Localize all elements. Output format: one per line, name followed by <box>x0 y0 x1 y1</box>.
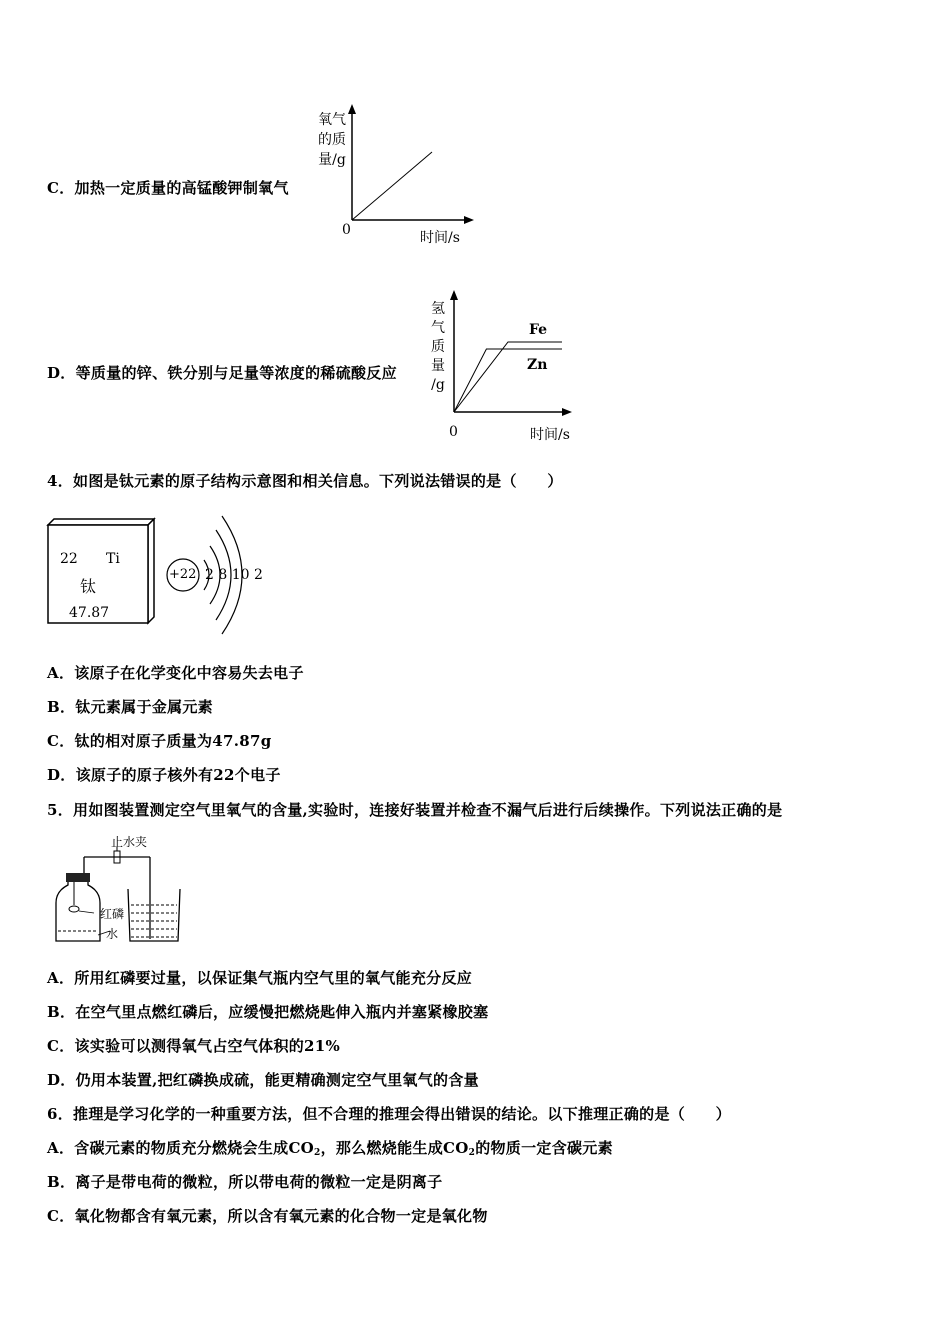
chart-c-ylabel: 氧气 的质 量/g <box>318 112 346 168</box>
electron-shells: 2 8 10 2 <box>205 567 263 583</box>
label-water: 水 <box>106 927 119 941</box>
chart-d-ylabel: 氢 气 质 量 /g <box>431 301 445 393</box>
chart-c-y-arrow <box>348 104 356 114</box>
q5-option-d: D．仍用本装置,把红磷换成硫，能更精确测定空气里氧气的含量 <box>47 1071 479 1089</box>
label-clamp: 止水夹 <box>111 835 148 849</box>
chart-d-origin: 0 <box>449 424 458 440</box>
chart-c-series-line <box>352 152 432 220</box>
nucleus-charge: +22 <box>169 567 197 582</box>
chart-c-origin: 0 <box>342 222 351 238</box>
q4-option-c: C．钛的相对原子质量为47.87g <box>47 732 272 750</box>
chart-d-y-arrow <box>450 290 458 300</box>
q4-option-a: A．该原子在化学变化中容易失去电子 <box>47 664 304 682</box>
q5-option-a: A．所用红磷要过量，以保证集气瓶内空气里的氧气能充分反应 <box>47 969 473 987</box>
chart-c-xlabel: 时间/s <box>420 230 460 246</box>
element-mass: 47.87 <box>69 605 110 621</box>
element-name: 钛 <box>80 577 97 596</box>
element-number: 22 <box>60 551 78 567</box>
beaker <box>128 889 180 941</box>
q4-stem: 4．如图是钛元素的原子结构示意图和相关信息。下列说法错误的是（ ） <box>47 472 563 490</box>
element-symbol: Ti <box>106 551 120 567</box>
apparatus-drawing <box>50 833 190 948</box>
q5-stem: 5．用如图装置测定空气里氧气的含量,实验时，连接好装置并检查不漏气后进行后续操作。下列说法正确的是 <box>47 801 783 819</box>
label-phosphorus: 红磷 <box>100 907 125 921</box>
q4-option-d: D．该原子的原子核外有22个电子 <box>47 766 281 784</box>
chart-d-fe-label: Fe <box>529 322 548 338</box>
combustion-spoon <box>69 906 79 912</box>
chart-d-zn-label: Zn <box>527 357 548 373</box>
chart-c-x-arrow <box>464 216 474 224</box>
chart-d-x-arrow <box>562 408 572 416</box>
q6-stem: 6．推理是学习化学的一种重要方法，但不合理的推理会得出错误的结论。以下推理正确的是（ ） <box>47 1105 731 1123</box>
chart-d-plot <box>448 286 578 416</box>
option-d-text: D．等质量的锌、铁分别与足量等浓度的稀硫酸反应 <box>47 364 397 382</box>
chart-d-series-fe <box>454 342 562 412</box>
option-c-text: C．加热一定质量的高锰酸钾制氧气 <box>47 179 289 197</box>
chart-d-xlabel: 时间/s <box>530 427 570 443</box>
stopper <box>66 873 90 882</box>
q4-option-b: B．钛元素属于金属元素 <box>47 698 213 716</box>
q5-option-b: B．在空气里点燃红磷后，应缓慢把燃烧匙伸入瓶内并塞紧橡胶塞 <box>47 1003 489 1021</box>
q6-option-b: B．离子是带电荷的微粒，所以带电荷的微粒一定是阴离子 <box>47 1173 443 1191</box>
q6-option-a: A．含碳元素的物质充分燃烧会生成$CO_2$，那么燃烧能生成$CO_2$的物质一定含碳元素 <box>47 1139 613 1158</box>
chart-c-plot <box>340 100 480 230</box>
q6-option-c: C．氧化物都含有氧元素，所以含有氧元素的化合物一定是氧化物 <box>47 1207 488 1225</box>
q5-option-c: C．该实验可以测得氧气占空气体积的21% <box>47 1037 341 1055</box>
